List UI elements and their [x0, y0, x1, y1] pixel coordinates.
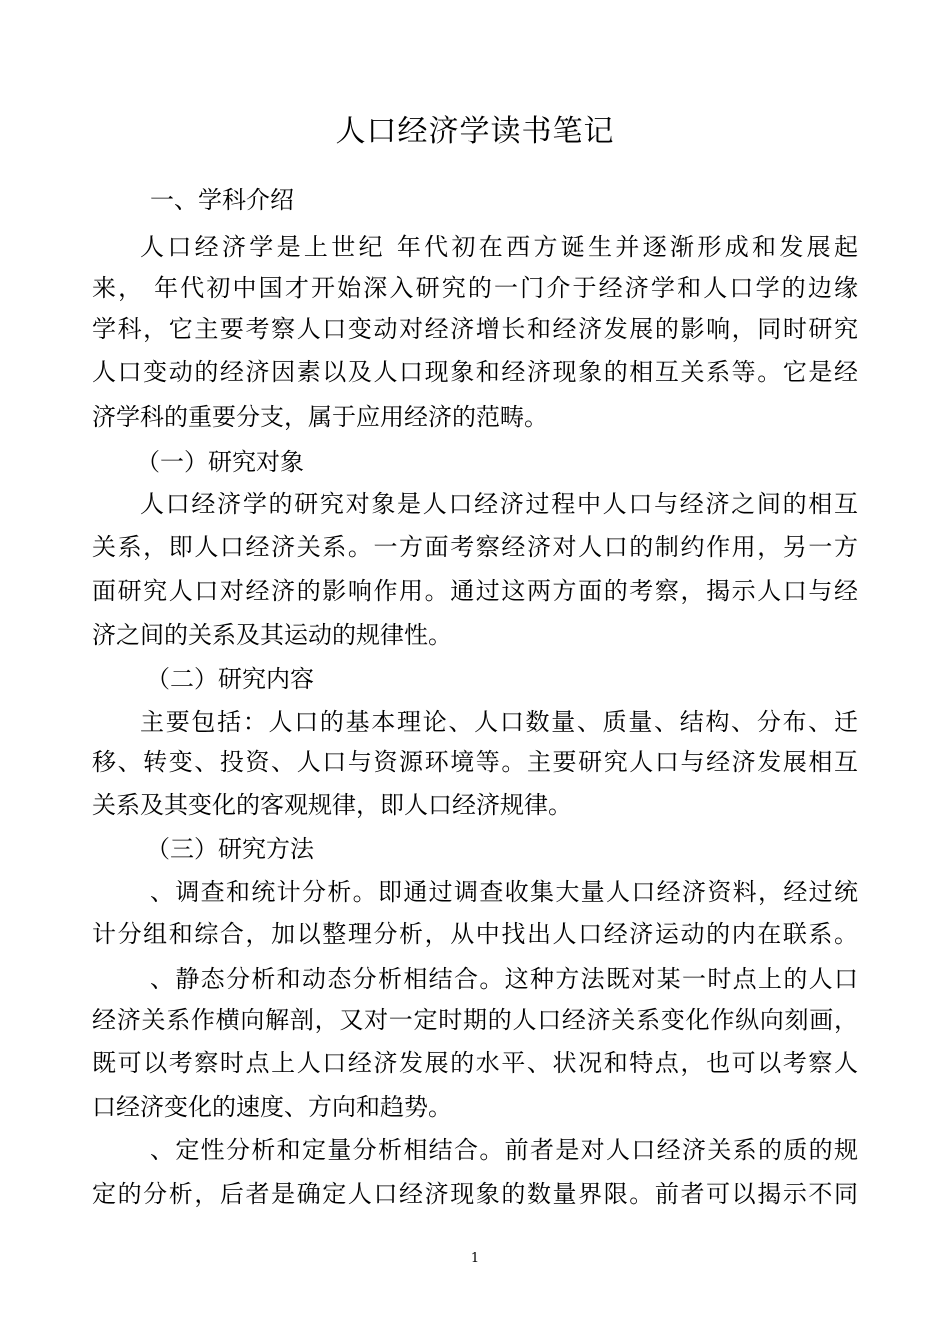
paragraph-line: 关系，即人口经济关系。一方面考察经济对人口的制约作用，另一方	[92, 533, 858, 561]
subsection-heading: （三）研究方法	[146, 835, 314, 863]
paragraph-line: 面研究人口对经济的影响作用。通过这两方面的考察，揭示人口与经	[92, 577, 858, 605]
section-heading: 一、学科介绍	[150, 186, 294, 214]
paragraph-line: 济之间的关系及其运动的规律性。	[92, 621, 452, 649]
paragraph-line: 计分组和综合，加以整理分析，从中找出人口经济运动的内在联系。	[92, 920, 858, 948]
paragraph-line: 既可以考察时点上人口经济发展的水平、状况和特点，也可以考察人	[92, 1049, 858, 1077]
paragraph-line: 关系及其变化的客观规律，即人口经济规律。	[92, 791, 572, 819]
page-number: 1	[470, 1251, 480, 1266]
document-title: 人口经济学读书笔记	[335, 114, 615, 149]
paragraph-line: 学科，它主要考察人口变动对经济增长和经济发展的影响，同时研究	[92, 315, 858, 343]
paragraph-line: 来， 年代初中国才开始深入研究的一门介于经济学和人口学的边缘	[92, 274, 858, 302]
paragraph-line: 人口经济学是上世纪 年代初在西方诞生并逐渐形成和发展起	[140, 233, 858, 261]
paragraph-line: 人口变动的经济因素以及人口现象和经济现象的相互关系等。它是经	[92, 358, 858, 386]
paragraph-line: 口经济变化的速度、方向和趋势。	[92, 1093, 452, 1121]
subsection-heading: （一）研究对象	[136, 448, 304, 476]
paragraph-line: 济学科的重要分支，属于应用经济的范畴。	[92, 403, 548, 431]
paragraph-line: 、静态分析和动态分析相结合。这种方法既对某一时点上的人口	[150, 965, 858, 993]
paragraph-line: 、调查和统计分析。即通过调查收集大量人口经济资料，经过统	[150, 878, 858, 906]
paragraph-line: 移、转变、投资、人口与资源环境等。主要研究人口与经济发展相互	[92, 748, 858, 776]
paragraph-line: 主要包括：人口的基本理论、人口数量、质量、结构、分布、迁	[140, 708, 858, 736]
paragraph-line: 经济关系作横向解剖，又对一定时期的人口经济关系变化作纵向刻画，	[92, 1006, 858, 1034]
paragraph-line: 人口经济学的研究对象是人口经济过程中人口与经济之间的相互	[140, 490, 858, 518]
paragraph-line: 定的分析，后者是确定人口经济现象的数量界限。前者可以揭示不同	[92, 1180, 858, 1208]
subsection-heading: （二）研究内容	[146, 665, 314, 693]
paragraph-line: 、定性分析和定量分析相结合。前者是对人口经济关系的质的规	[150, 1136, 858, 1164]
